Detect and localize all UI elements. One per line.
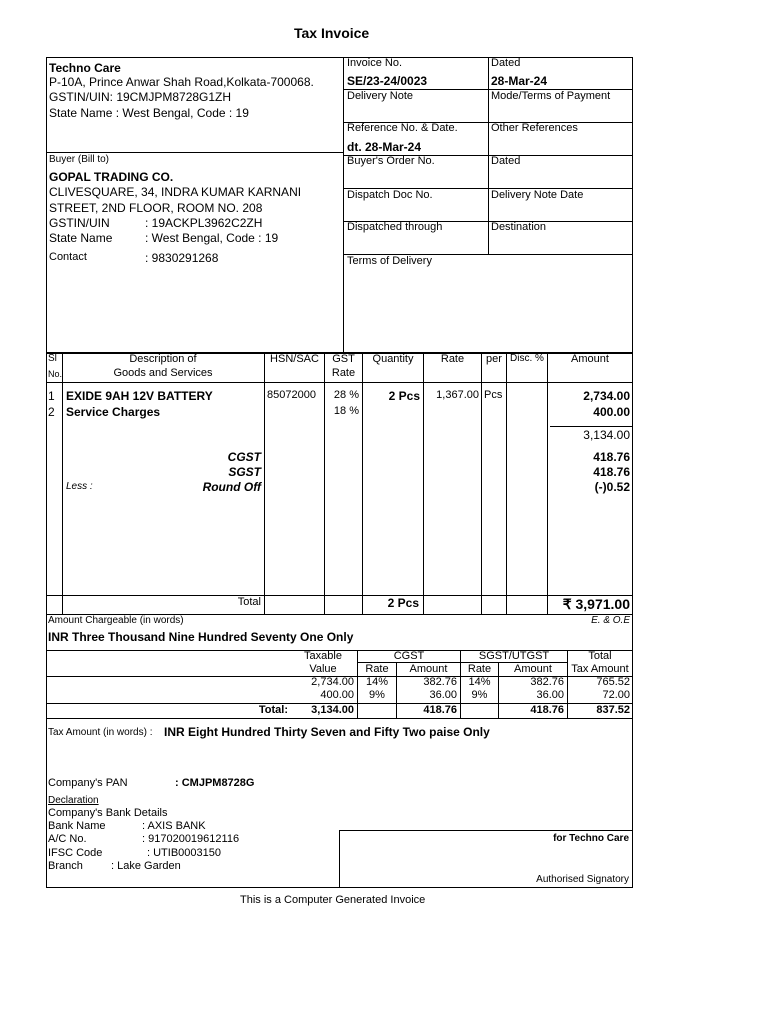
buyer-name: GOPAL TRADING CO. [49, 170, 174, 184]
tax-cgst-amount: 36.00 [429, 689, 457, 701]
item-gst: 28 % [333, 389, 359, 401]
tax-total: 72.00 [602, 689, 630, 701]
col-amount: Amount [571, 353, 609, 365]
page-title: Tax Invoice [294, 25, 370, 41]
bank-name: : AXIS BANK [142, 820, 206, 832]
col-gst: GST [332, 353, 355, 365]
item-description: EXIDE 9AH 12V BATTERY [66, 389, 213, 403]
round-off-amount: (-)0.52 [594, 480, 630, 494]
for-company-label: for Techno Care [553, 833, 629, 844]
tax-col-cgst: CGST [393, 650, 425, 662]
tax-cgst-rate: 14% [365, 676, 389, 688]
tax-col-cgst-amount: Amount [409, 663, 448, 675]
delivery-note-date-label: Delivery Note Date [491, 189, 584, 201]
cgst-amount: 418.76 [593, 450, 630, 464]
item-rate: 1,367.00 [436, 389, 479, 401]
tax-col-total: Total [588, 650, 612, 662]
branch-label: Branch [48, 860, 83, 872]
seller-gstin: GSTIN/UIN: 19CMJPM8728G1ZH [49, 90, 232, 104]
tax-total-cgst: 418.76 [423, 704, 457, 716]
col-disc: Disc. % [510, 353, 544, 364]
invoice-no-label: Invoice No. [347, 57, 403, 69]
dispatch-doc-label: Dispatch Doc No. [347, 189, 433, 201]
pan-value: : CMJPM8728G [175, 777, 255, 789]
col-quantity: Quantity [372, 353, 414, 365]
bank-details-title: Company's Bank Details [48, 807, 168, 819]
col-description-2: Goods and Services [113, 367, 213, 379]
col-hsn: HSN/SAC [270, 353, 319, 365]
other-references-label: Other References [491, 122, 578, 134]
destination-label: Destination [491, 221, 547, 233]
dispatched-through-label: Dispatched through [347, 221, 443, 233]
tax-total-label: Total: [258, 704, 288, 716]
total-label: Total [237, 596, 261, 608]
tax-words-label: Tax Amount (in words) : [48, 727, 153, 738]
buyer-gstin-label: GSTIN/UIN [49, 216, 110, 230]
tax-col-sgst: SGST/UTGST [478, 650, 550, 662]
tax-sgst-amount: 36.00 [536, 689, 564, 701]
buyer-state-label: State Name [49, 231, 113, 245]
reference-label: Reference No. & Date. [347, 122, 458, 134]
tax-col-sgst-rate: Rate [467, 663, 492, 675]
grand-total: ₹ 3,971.00 [562, 596, 630, 612]
ifsc-label: IFSC Code [48, 847, 103, 859]
tax-total-taxable: 3,134.00 [311, 704, 354, 716]
total-qty: 2 Pcs [387, 596, 419, 610]
pan-label: Company's PAN [48, 777, 128, 789]
branch-name: : Lake Garden [111, 860, 181, 872]
buyer-state: : West Bengal, Code : 19 [145, 231, 279, 245]
tax-col-total-amount: Tax Amount [571, 663, 629, 675]
sgst-label: SGST [228, 465, 261, 479]
item-qty: 2 Pcs [388, 389, 420, 403]
item-description: Service Charges [66, 405, 161, 419]
amount-words-value: INR Three Thousand Nine Hundred Seventy One Only [48, 630, 354, 644]
computer-generated-note: This is a Computer Generated Invoice [240, 894, 426, 906]
tax-col-taxable: Taxable [304, 650, 342, 662]
subtotal-amount: 3,134.00 [583, 428, 630, 442]
tax-taxable: 2,734.00 [311, 676, 354, 688]
item-sl: 1 [48, 389, 55, 403]
tax-total-sgst: 418.76 [530, 704, 564, 716]
seller-address: P-10A, Prince Anwar Shah Road,Kolkata-700068. [49, 75, 314, 89]
less-label: Less : [66, 481, 93, 492]
tax-col-cgst-rate: Rate [365, 663, 389, 675]
item-hsn: 85072000 [267, 389, 316, 401]
col-sl-no: No. [48, 369, 63, 379]
account-no-label: A/C No. [48, 833, 87, 845]
delivery-note-label: Delivery Note [347, 90, 414, 102]
buyer-label: Buyer (Bill to) [49, 154, 110, 165]
col-per: per [486, 353, 502, 365]
col-rate: Rate [440, 353, 465, 365]
item-amount: 400.00 [593, 405, 630, 419]
reference-value: dt. 28-Mar-24 [347, 140, 422, 154]
account-no: : 917020019612116 [142, 833, 240, 845]
buyer-order-label: Buyer's Order No. [347, 155, 435, 167]
terms-of-delivery-label: Terms of Delivery [347, 255, 432, 267]
authorised-signatory-label: Authorised Signatory [536, 874, 629, 885]
round-off-label: Round Off [202, 480, 261, 494]
tax-col-taxable-value: Value [309, 663, 337, 675]
invoice-no: SE/23-24/0023 [347, 74, 428, 88]
dated2-label: Dated [491, 155, 521, 167]
col-sl: Sl [48, 353, 57, 364]
tax-cgst-rate: 9% [369, 689, 385, 701]
tax-sgst-rate: 14% [468, 676, 491, 688]
bank-name-label: Bank Name [48, 820, 106, 832]
sgst-amount: 418.76 [593, 465, 630, 479]
tax-total-amount: 837.52 [596, 704, 630, 716]
declaration-label: Declaration [48, 795, 99, 806]
invoice-date: 28-Mar-24 [491, 74, 548, 88]
col-gst-rate: Rate [331, 367, 356, 379]
item-gst: 18 % [333, 405, 359, 417]
buyer-contact-label: Contact [49, 251, 87, 263]
tax-taxable: 400.00 [320, 689, 354, 701]
buyer-address-line1: CLIVESQUARE, 34, INDRA KUMAR KARNANI [49, 185, 302, 199]
ifsc-code: : UTIB0003150 [147, 847, 221, 859]
tax-sgst-amount: 382.76 [530, 676, 564, 688]
tax-col-sgst-amount: Amount [514, 663, 552, 675]
tax-sgst-rate: 9% [471, 689, 488, 701]
buyer-gstin: : 19ACKPL3962C2ZH [145, 216, 263, 230]
seller-state: State Name : West Bengal, Code : 19 [49, 106, 249, 120]
buyer-address-line2: STREET, 2ND FLOOR, ROOM NO. 208 [49, 201, 263, 215]
col-description: Description of [129, 353, 197, 365]
amount-words-label: Amount Chargeable (in words) [48, 615, 184, 626]
item-amount: 2,734.00 [583, 389, 630, 403]
tax-cgst-amount: 382.76 [423, 676, 457, 688]
cgst-label: CGST [227, 450, 261, 464]
tax-total: 765.52 [596, 676, 630, 688]
mode-terms-label: Mode/Terms of Payment [491, 90, 611, 102]
item-sl: 2 [48, 405, 55, 419]
buyer-contact: : 9830291268 [145, 251, 219, 265]
tax-words-value: INR Eight Hundred Thirty Seven and Fifty Two paise Only [164, 725, 490, 739]
item-per: Pcs [484, 389, 503, 401]
seller-name: Techno Care [49, 61, 121, 75]
eoe-label: E. & O.E [591, 615, 630, 626]
dated-label: Dated [491, 57, 521, 69]
